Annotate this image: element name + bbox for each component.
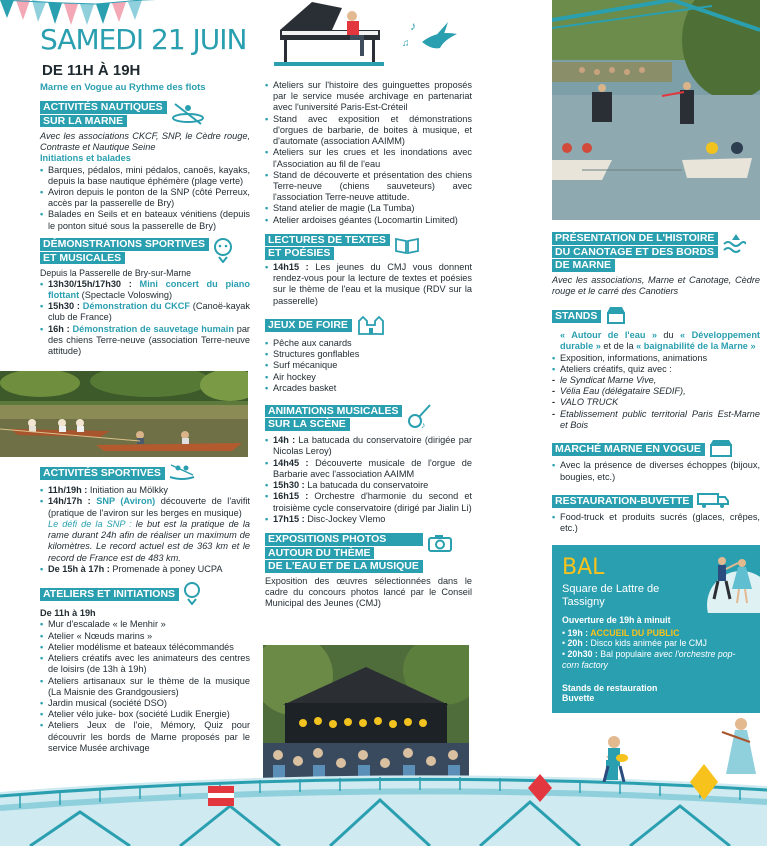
ateliers-list-cont <box>265 80 472 226</box>
camera-icon <box>427 533 453 556</box>
list-item: • Ateliers sur les crues et les inondations avec l'Association au fil de l'eau <box>265 147 472 169</box>
nautique-heading-2: SUR LA MARNE <box>40 115 127 128</box>
list-item: • 13h30/15h/17h30 : Mini concert du piano flottant (Spectacle Voloswing) <box>40 279 250 301</box>
presentation-heading-1: PRÉSENTATION DE L'HISTOIRE <box>552 232 718 245</box>
nautique-heading-1: ACTIVITÉS NAUTIQUES <box>40 101 167 114</box>
list-item: • Ateliers créatifs avec les animateurs des centres de loisirs (de 13h à 19h) <box>40 653 250 675</box>
ateliers-hours: De 11h à 19h <box>40 608 96 619</box>
presentation-heading-3: DE MARNE <box>552 259 615 272</box>
castle-icon <box>356 313 386 338</box>
presentation-heading-2: DU CANOTAGE ET DES BORDS <box>552 246 718 259</box>
bal-details <box>562 615 754 704</box>
list-item: • Mur d'escalade « le Menhir » <box>40 619 250 630</box>
list-item: • Pêche aux canards <box>265 338 472 349</box>
guitar-icon <box>406 402 432 433</box>
marche-heading: MARCHÉ MARNE EN VOGUE <box>552 443 705 456</box>
bal-opening: Ouverture de 19h à minuit <box>562 615 671 625</box>
animations-list <box>265 435 472 525</box>
list-item: • 14h45 : Découverte musicale de l'orgue de Barbarie avec l'association AAIMM <box>265 458 472 480</box>
list-item: • 16h15 : Orchestre d'harmonie du second et troisième cycle conservatoire (dirigé par Jialin Li) <box>265 491 472 513</box>
expo-header <box>265 533 472 573</box>
sportives-list <box>40 485 250 575</box>
list-item: • Stand avec exposition et démonstrations d'orgues de barbarie, de boites à musique, et d'automate (association AAIMM) <box>265 114 472 148</box>
stands-header <box>552 305 760 328</box>
animations-heading-1: ANIMATIONS MUSICALES <box>265 405 402 418</box>
demos-header <box>40 237 250 266</box>
sportives-header <box>40 463 250 484</box>
foire-header <box>265 313 472 338</box>
rowing-photo <box>0 371 248 457</box>
presentation-header <box>552 232 760 272</box>
left-column-lower <box>40 463 250 754</box>
restauration-heading: RESTAURATION-BUVETTE <box>552 495 693 508</box>
foodtruck-icon <box>697 491 729 512</box>
sportives-heading: ACTIVITÉS SPORTIVES <box>40 467 165 480</box>
animations-heading-2: SUR LA SCÈNE <box>265 418 350 431</box>
lectures-list <box>265 262 472 307</box>
list-item: • Atelier ardoises géantes (Locomartin Limited) <box>265 215 472 226</box>
list-item: - Etablissement public territorial Paris Est-Marne et Bois <box>552 409 760 431</box>
dancers-illustration <box>704 549 760 613</box>
craft-icon <box>183 581 201 608</box>
bal-footer-1: Stands de restauration <box>562 682 658 693</box>
wave-icon <box>722 232 746 257</box>
list-item: • Ateliers sur l'histoire des guinguettes proposés par le service musée archivage en partenariat avec l'université Paris-Est-Créteil <box>265 80 472 114</box>
foire-heading: JEUX DE FOIRE <box>265 319 352 332</box>
list-item: • 15h30 : Démonstration du CKCF (Canoë-kayak club de France) <box>40 301 250 323</box>
list-item: • Exposition, informations, animations <box>552 353 760 364</box>
stands-intro: « Autour de l'eau » du « Développement durable » et de la « baignabilité de la Marne » <box>560 330 760 352</box>
ateliers-heading: ATELIERS ET INITIATIONS <box>40 588 179 601</box>
list-item: - le Syndicat Marne Vive, <box>552 375 760 386</box>
subtitle: Marne en Vogue au Rythme des flots <box>40 82 206 94</box>
bal-title: BAL <box>562 555 605 580</box>
list-item: • 14h15 : Les jeunes du CMJ vous donnent rendez-vous pour la lecture de textes et poésies sur le thème de l'eau et la musique (RDV sur la passerelle) <box>265 262 472 307</box>
list-item: • Ateliers artisanaux sur le thème de la musique (La Maisnie des Grandgousiers) <box>40 676 250 698</box>
expo-heading-3: DE L'EAU ET DE LA MUSIQUE <box>265 560 423 573</box>
pianist-illustration <box>272 0 472 72</box>
list-item: • Air hockey <box>265 372 472 383</box>
list-item: • Jardin musical (société DSO) <box>40 698 250 709</box>
bal-box <box>552 545 760 713</box>
list-item: • Structures gonflables <box>265 349 472 360</box>
list-item: • De 15h à 17h : Promenade à poney UCPA <box>40 564 250 575</box>
market-icon <box>709 439 733 460</box>
nautique-list <box>40 165 250 232</box>
restauration-header <box>552 491 760 512</box>
list-item: • Ateliers Jeux de l'oie, Mémory, Quiz pour découvrir les bords de Marne proposés par le service Musée archivage <box>40 720 250 754</box>
list-item: • Ateliers créatifs, quiz avec : <box>552 364 760 375</box>
list-item: • 11h/19h : Initiation au Mölkky <box>40 485 250 496</box>
demos-intro: Depuis la Passerelle de Bry-sur-Marne <box>40 268 192 279</box>
list-item: • Atelier « Nœuds marins » <box>40 631 250 642</box>
ateliers-header <box>40 581 250 608</box>
list-item: • Surf mécanique <box>265 360 472 371</box>
expo-heading-2: AUTOUR DU THÈME <box>265 547 374 560</box>
animations-header <box>265 402 472 433</box>
stand-icon <box>605 305 627 328</box>
list-item: • Aviron depuis le ponton de la SNP (côté Perreux, accès par la passerelle de Bry) <box>40 187 250 209</box>
list-item: • Avec la présence de diverses échoppes (bijoux, bougies, etc.) <box>552 460 760 482</box>
bal-item: • 20h : Disco kids animée par le CMJ <box>562 638 707 649</box>
ateliers-list <box>40 619 250 754</box>
dog-icon <box>213 237 233 266</box>
list-item: • Atelier vélo juke- box (société Ludik Energie) <box>40 709 250 720</box>
bal-footer-2: Buvette <box>562 693 595 704</box>
bal-place: Square de Lattre de Tassigny <box>562 583 660 608</box>
list-item: • 14h : La batucada du conservatoire (dirigée par Nicolas Leroy) <box>265 435 472 457</box>
list-item: • Balades en Seils et en bateaux vénitiens (depuis le ponton situé sous la passerelle de Bry) <box>40 209 250 231</box>
nautique-header <box>40 100 250 129</box>
middle-column <box>265 80 472 609</box>
list-item: • Atelier modélisme et bateaux télécommandés <box>40 642 250 653</box>
svg-text:♫: ♫ <box>402 38 410 49</box>
lectures-header <box>265 234 472 260</box>
rowing-icon <box>169 463 195 484</box>
svg-text:♪: ♪ <box>421 420 426 431</box>
demos-heading-1: DÉMONSTRATIONS SPORTIVES <box>40 238 209 251</box>
expo-text: Exposition des œuvres sélectionnées dans le cadre du concours photos lancé par le Conseil Municipal des Jeunes (CMJ) <box>265 575 472 608</box>
lectures-heading-1: LECTURES DE TEXTES <box>265 234 390 247</box>
lectures-heading-2: ET POÉSIES <box>265 247 334 260</box>
book-icon <box>394 235 420 258</box>
list-item: • 16h : Démonstration de sauvetage humain par des chiens Terre-neuve (association Terre-neuve attitude) <box>40 324 250 358</box>
stands-list <box>552 353 760 432</box>
restauration-list <box>552 512 760 534</box>
musicians-illustration <box>596 712 766 782</box>
list-item: - Vélia Eau (délégataire SEDIF), <box>552 386 760 397</box>
list-item: • Arcades basket <box>265 383 472 394</box>
list-item: • Food-truck et produits sucrés (glaces, crêpes, etc.) <box>552 512 760 534</box>
list-item: • 15h30 : La batucada du conservatoire <box>265 480 472 491</box>
kayak-icon <box>171 100 205 129</box>
list-item: - VALO TRUCK <box>552 397 760 408</box>
presentation-text: Avec les associations, Marne et Canotage, Cèdre rouge et le carré des Canotiers <box>552 274 760 296</box>
foire-list <box>265 338 472 394</box>
list-item: • Barques, pédalos, mini pédalos, canoës, kayaks, depuis la base nautique éphémère (plage verte) <box>40 165 250 187</box>
stands-heading: STANDS <box>552 310 601 323</box>
piano-river-photo <box>552 0 760 220</box>
demos-list <box>40 279 250 358</box>
nautique-assoc: Avec les associations CKCF, SNP, le Cèdre rouge, Contraste et Nautique Seine <box>40 130 250 153</box>
left-column <box>40 0 250 357</box>
defi-paragraph: Le défi de la SNP : le but est la pratique de la rame durant 24h afin de réaliser un maximum de kilomètres. Le record actuel est de 363 km et le record de France est de 483 km. <box>48 518 250 563</box>
expo-heading-1: EXPOSITIONS PHOTOS <box>265 533 423 546</box>
list-item: • Stand atelier de magie (La Tumba) <box>265 203 472 214</box>
nautique-sub: Initiations et balades <box>40 153 131 164</box>
list-item: • Stand de découverte et présentation des chiens Terre-neuve (chiens sauveteurs) avec l'association Terre-neuve attitude. <box>265 170 472 204</box>
marche-list <box>552 460 760 482</box>
demos-heading-2: ET MUSICALES <box>40 252 125 265</box>
bal-item: • 19h : ACCUEIL DU PUBLIC <box>562 627 680 638</box>
svg-text:♪: ♪ <box>410 19 416 33</box>
page-title: SAMEDI 21 JUIN <box>40 23 247 56</box>
list-item: • 14h/17h : SNP (Aviron) découverte de l'avifit (pratique de l'aviron sur les berges en musique) <box>40 496 250 518</box>
bal-item: • 20h30 : Bal populaire avec l'orchestre pop- corn factory <box>562 649 736 670</box>
hours-heading: DE 11H À 19H <box>42 62 141 79</box>
marche-header <box>552 439 760 460</box>
list-item: • 17h15 : Disc-Jockey Vlemo <box>265 514 472 525</box>
right-column <box>552 232 760 534</box>
